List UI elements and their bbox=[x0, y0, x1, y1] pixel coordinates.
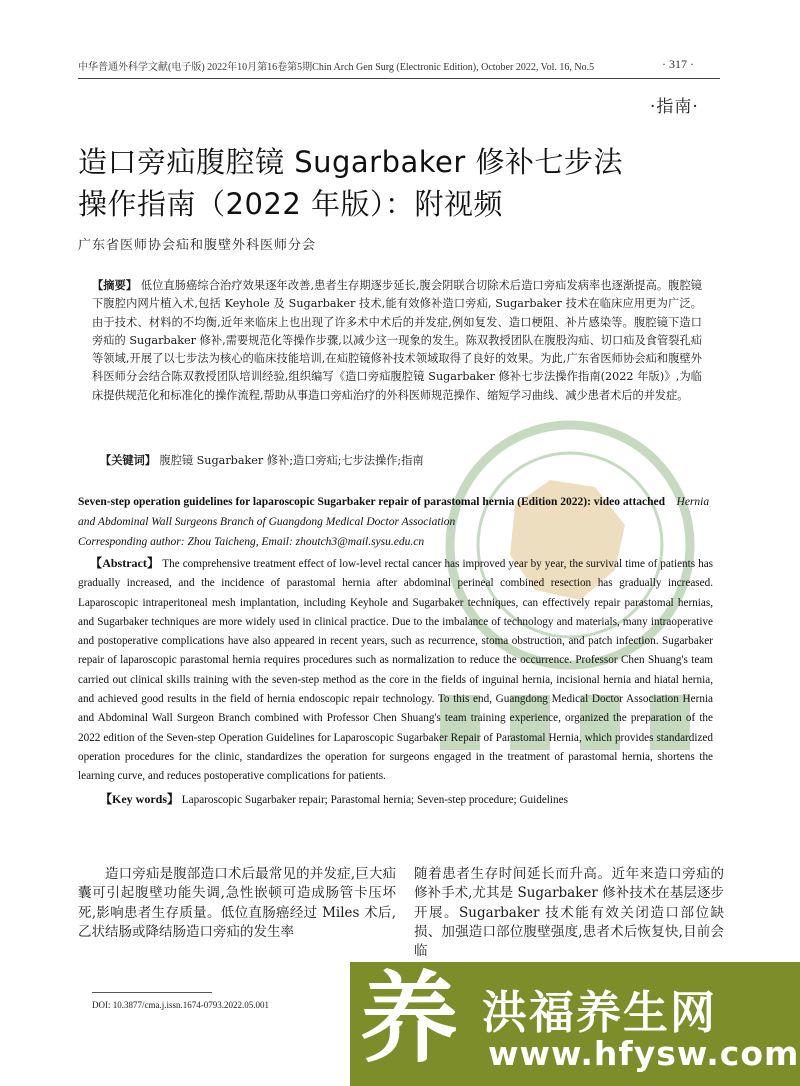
journal-header: 中华普通外科学文献(电子版) 2022年10月第16卷第5期Chin Arch Gen Surg (Electronic Edition), October 2022, Vol. 16, No.5 bbox=[78, 62, 595, 73]
abstract-english bbox=[78, 554, 713, 787]
article-title-line-2: 操作指南（2022 年版）：附视频 bbox=[78, 187, 504, 221]
english-title bbox=[78, 492, 713, 532]
abstract-text-chinese: 低位直肠癌综合治疗效果逐年改善,患者生存期逐步延长,腹会阴联合切除术后造口旁疝发病率也逐渐提高。腹腔镜下腹腔内网片植入术,包括 Keyhole 及 Sugarbaker 技术,能有效修补造口旁疝, Sugarbaker 技术在临床应用更为广泛。由于技术、材料的不均衡,近年来临床上也出现了许多术中术后的并发症,例如复发、造口梗阻、补片感染等。腹腔镜下造口旁疝的 Sugarbaker 修补,需要规范化等操作步骤,以减少这一现象的发生。陈双教授团队在腹股沟疝、切口疝及食管裂孔疝等领域,开展了以七步法为核心的临床技能培训,在疝腔镜修补技术领域取得了良好的效果。为此,广东省医师协会疝和腹壁外科医师分会结合陈双教授团队培训经验,组织编写《造口旁疝腹腔镜 Sugarbaker 修补七步法操作指南(2022 年版)》,为临床提供规范化和标准化的操作流程,帮助从事造口旁疝治疗的外科医师规范操作、缩短学习曲线、减少患者术后的并发症。 bbox=[92, 279, 702, 402]
article-title-line-1: 造口旁疝腹腔镜 Sugarbaker 修补七步法 bbox=[78, 145, 624, 179]
body-column-left: 造口旁疝是腹部造口术后最常见的并发症,巨大疝囊可引起腹壁功能失调,急性嵌顿可造成肠管卡压坏死,影响患者生存质量。低位直肠癌经过 Miles 术后,乙状结肠或降结肠造口旁疝的发生率 bbox=[78, 866, 396, 940]
logo-brand-name: 洪福养生网 bbox=[482, 986, 718, 1039]
logo-mark: 养 bbox=[360, 962, 459, 1076]
doi-footnote: DOI: 10.3877/cma.j.issn.1674-0793.2022.05.001 bbox=[92, 1000, 269, 1010]
keywords-label-chinese: 【关键词】 bbox=[100, 453, 156, 467]
header-divider bbox=[78, 78, 720, 79]
english-title-text: Seven-step operation guidelines for laparoscopic Sugarbaker repair of parastomal hernia (Edition 2022): video attached bbox=[78, 496, 666, 508]
abstract-chinese bbox=[92, 276, 702, 405]
keywords-text-english: Laparoscopic Sugarbaker repair; Parastomal hernia; Seven-step procedure; Guidelines bbox=[181, 793, 568, 806]
english-abstract-block bbox=[78, 492, 713, 807]
body-column-right: 随着患者生存时间延长而升高。近年来造口旁疝的修补手术,尤其是 Sugarbaker 修补技术在基层逐步开展。Sugarbaker 技术能有效关闭造口部位缺损、加强造口部位腹壁强度,患者术后恢复快,目前会临 bbox=[414, 866, 724, 960]
corresponding-author: Corresponding author: Zhou Taicheng, Email: zhoutch3@mail.sysu.edu.cn bbox=[78, 536, 425, 548]
authors-chinese: 广东省医师协会疝和腹壁外科医师分会 bbox=[78, 238, 317, 253]
keywords-english bbox=[78, 790, 713, 807]
keywords-label-english: 【Key words】 bbox=[100, 791, 179, 806]
site-logo-banner[interactable] bbox=[350, 962, 800, 1086]
abstract-label-english: 【Abstract】 bbox=[90, 556, 160, 570]
logo-url: www.hfysw.com bbox=[488, 1034, 800, 1073]
keywords-chinese bbox=[100, 452, 424, 468]
page-number: · 317 · bbox=[662, 57, 694, 71]
abstract-label-chinese: 【摘要】 bbox=[92, 278, 138, 292]
english-authors: Hernia and Abdominal Wall Surgeons Branch of Guangdong Medical Doctor Association bbox=[78, 496, 710, 528]
keywords-text-chinese: 腹腔镜 Sugarbaker 修补;造口旁疝;七步法操作;指南 bbox=[159, 454, 424, 467]
abstract-text-english: The comprehensive treatment effect of low-level rectal cancer has improved year by year, the survival time of patients has gradually increased, and the incidence of parastomal hernia after abdominal perineal combined resection has gradually increased. Laparoscopic intraperitoneal mesh implantation, including Keyhole and Sugarbaker techniques, can effectively repair parastomal hernias, and Sugarbaker techniques are more widely used in clinical practice. Due to the imbalance of technology and materials, many intraoperative and postoperative complications have also appeared in recent years, such as recurrence, stoma obstruction, and patch infection. Sugarbaker repair of laparoscopic parastomal hernia requires procedures such as normalization to reduce the occurrence. Professor Chen Shuang's team carried out clinical skills training with the seven-step method as the core in the fields of inguinal hernia, incisional hernia and hiatal hernia, and achieved good results in the field of hernia endoscopic repair technology. To this end, Guangdong Medical Doctor Association Hernia and Abdominal Wall Surgeon Branch combined with Professor Chen Shuang's team training experience, organized the preparation of the 2022 edition of the Seven-step Operation Guidelines for Laparoscopic Sugarbaker Repair of Parastomal Hernia, which provides standardized operation procedures for the clinic, standardizes the operation for surgeons engaged in the treatment of parastomal hernia, shortens the learning curve, and reduces postoperative complications for patients. bbox=[78, 558, 714, 783]
section-tag: ·指南· bbox=[650, 97, 699, 117]
footnote-divider bbox=[92, 992, 212, 993]
